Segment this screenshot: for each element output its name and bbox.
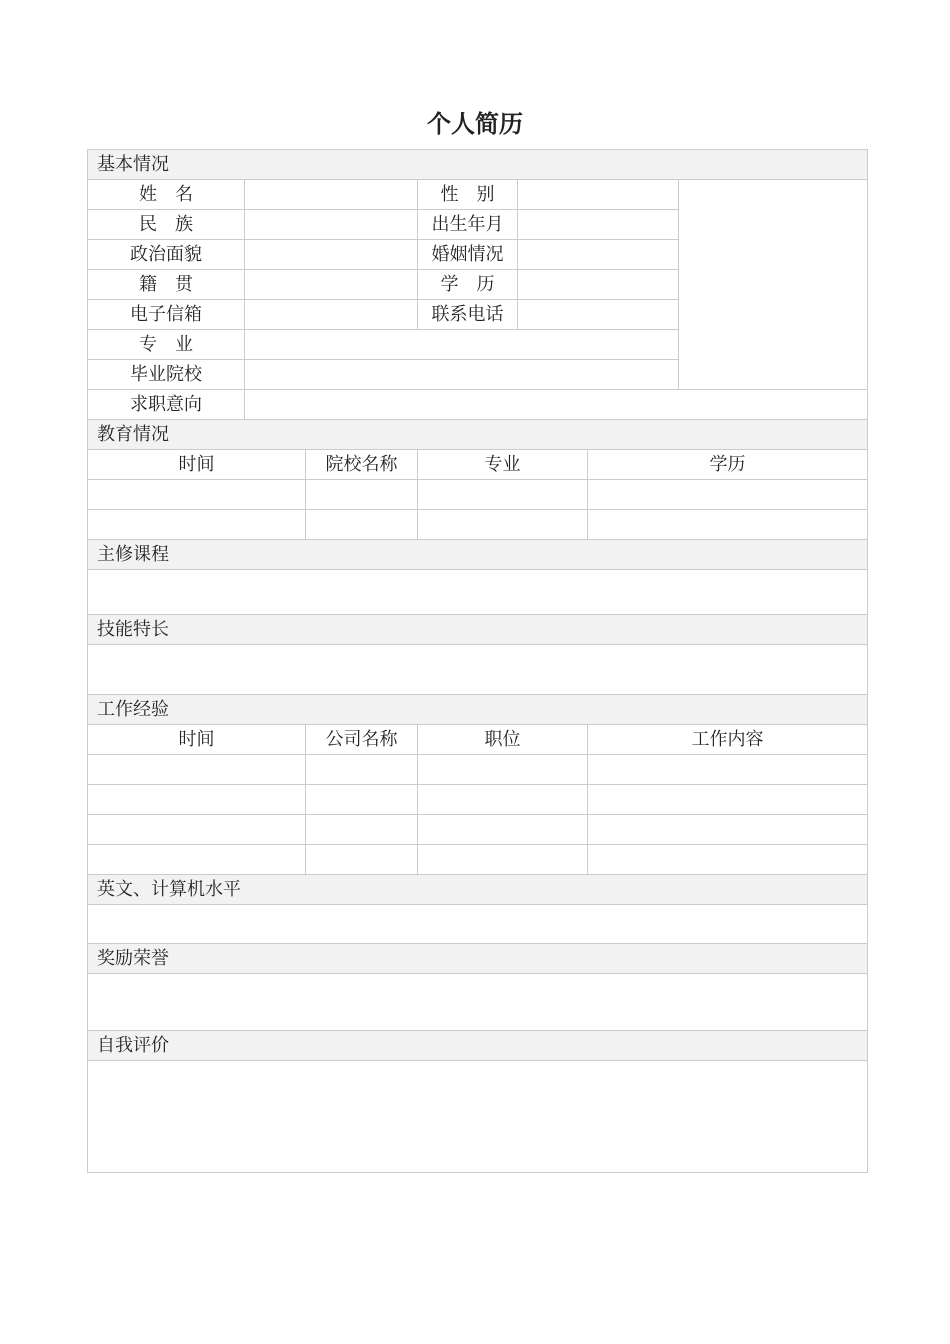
edu-col-degree: 学历: [588, 450, 868, 480]
label-school: 毕业院校: [88, 360, 245, 390]
work-cell[interactable]: [588, 815, 868, 845]
field-language[interactable]: [88, 905, 868, 944]
label-major: 专 业: [88, 330, 245, 360]
field-major[interactable]: [245, 330, 679, 360]
work-cell[interactable]: [418, 815, 588, 845]
page-title: 个人简历: [427, 109, 523, 138]
field-awards[interactable]: [88, 974, 868, 1031]
label-ethnicity: 民 族: [88, 210, 245, 240]
field-name[interactable]: [245, 180, 418, 210]
edu-cell[interactable]: [588, 510, 868, 540]
work-cell[interactable]: [418, 845, 588, 875]
work-row: [88, 755, 868, 785]
work-cell[interactable]: [88, 785, 306, 815]
label-name: 姓 名: [88, 180, 245, 210]
resume-table: [87, 149, 868, 1173]
edu-cell[interactable]: [306, 510, 418, 540]
work-cell[interactable]: [306, 785, 418, 815]
work-cell[interactable]: [418, 785, 588, 815]
section-courses: 主修课程: [88, 540, 868, 570]
work-row: [88, 845, 868, 875]
edu-cell[interactable]: [88, 510, 306, 540]
section-work: 工作经验: [88, 695, 868, 725]
section-basic: 基本情况: [88, 150, 868, 180]
label-politics: 政治面貌: [88, 240, 245, 270]
section-awards: 奖励荣誉: [88, 944, 868, 974]
work-cell[interactable]: [88, 755, 306, 785]
section-language: 英文、计算机水平: [88, 875, 868, 905]
section-education: 教育情况: [88, 420, 868, 450]
label-marital: 婚姻情况: [418, 240, 518, 270]
field-courses[interactable]: [88, 570, 868, 615]
work-cell[interactable]: [588, 755, 868, 785]
section-self: 自我评价: [88, 1031, 868, 1061]
edu-cell[interactable]: [418, 510, 588, 540]
field-self[interactable]: [88, 1061, 868, 1173]
field-school[interactable]: [245, 360, 679, 390]
field-native[interactable]: [245, 270, 418, 300]
label-birth: 出生年月: [418, 210, 518, 240]
work-cell[interactable]: [88, 815, 306, 845]
label-intent: 求职意向: [88, 390, 245, 420]
edu-row: [88, 480, 868, 510]
label-email: 电子信箱: [88, 300, 245, 330]
work-cell[interactable]: [88, 845, 306, 875]
field-ethnicity[interactable]: [245, 210, 418, 240]
field-politics[interactable]: [245, 240, 418, 270]
field-email[interactable]: [245, 300, 418, 330]
label-gender: 性 别: [418, 180, 518, 210]
label-degree: 学 历: [418, 270, 518, 300]
work-row: [88, 785, 868, 815]
edu-col-major: 专业: [418, 450, 588, 480]
edu-cell[interactable]: [418, 480, 588, 510]
work-col-content: 工作内容: [588, 725, 868, 755]
work-row: [88, 815, 868, 845]
section-skills: 技能特长: [88, 615, 868, 645]
field-phone[interactable]: [518, 300, 679, 330]
work-cell[interactable]: [588, 785, 868, 815]
work-col-position: 职位: [418, 725, 588, 755]
label-phone: 联系电话: [418, 300, 518, 330]
field-skills[interactable]: [88, 645, 868, 695]
work-cell[interactable]: [306, 755, 418, 785]
edu-cell[interactable]: [88, 480, 306, 510]
edu-col-time: 时间: [88, 450, 306, 480]
field-gender[interactable]: [518, 180, 679, 210]
work-col-time: 时间: [88, 725, 306, 755]
field-degree[interactable]: [518, 270, 679, 300]
work-col-company: 公司名称: [306, 725, 418, 755]
field-marital[interactable]: [518, 240, 679, 270]
edu-cell[interactable]: [588, 480, 868, 510]
label-native: 籍 贯: [88, 270, 245, 300]
edu-col-school: 院校名称: [306, 450, 418, 480]
edu-row: [88, 510, 868, 540]
work-cell[interactable]: [306, 845, 418, 875]
field-intent[interactable]: [245, 390, 868, 420]
work-cell[interactable]: [588, 845, 868, 875]
photo-box[interactable]: [679, 180, 868, 390]
work-cell[interactable]: [418, 755, 588, 785]
work-cell[interactable]: [306, 815, 418, 845]
field-birth[interactable]: [518, 210, 679, 240]
edu-cell[interactable]: [306, 480, 418, 510]
